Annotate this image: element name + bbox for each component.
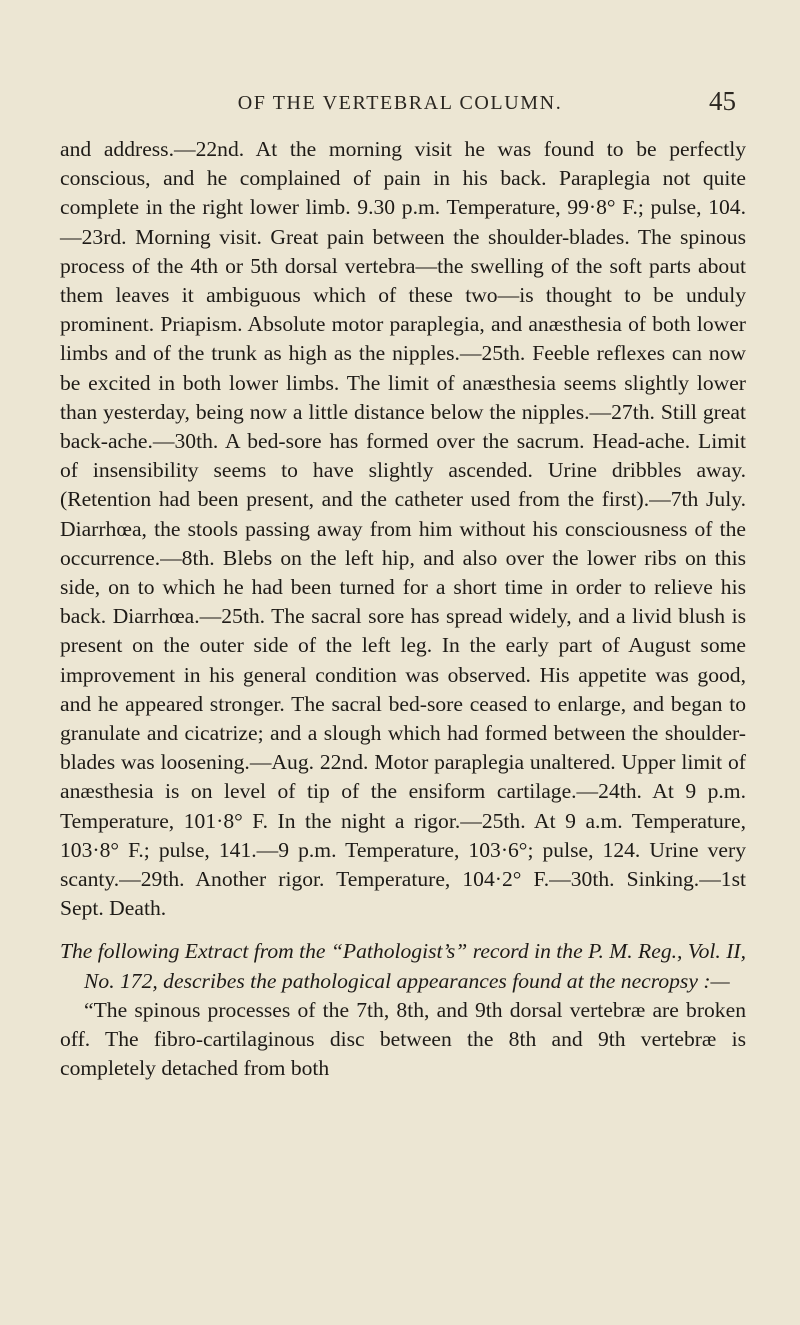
page-number: 45 <box>709 86 736 116</box>
running-title: OF THE VERTEBRAL COLUMN. <box>237 92 563 114</box>
running-head <box>0 86 800 126</box>
body-text <box>60 135 746 1084</box>
extract-introduction: The following Extract from the “Pathologist’s” record in the P. M. Reg., Vol. II, No. 172, describes the pathological appearances found at the necropsy :— <box>60 939 746 993</box>
necropsy-quote: “The spinous processes of the 7th, 8th, and 9th dorsal vertebræ are broken off. The fibro-cartilaginous disc between the 8th and 9th vertebræ is completely detached from both <box>60 997 746 1081</box>
case-notes-paragraph: and address.—22nd. At the morning visit he was found to be perfectly conscious, and he complained of pain in his back. Paraplegia not quite complete in the right lower limb. 9.30 p.m. Temperature, 99·8° F.; pulse, 104.—23rd. Morning visit. Great pain between the shoulder-blades. The spinous process of the 4th or 5th dorsal vertebra—the swelling of the soft parts about them leaves it ambiguous which of these two—is thought to be unduly prominent. Priapism. Absolute motor paraplegia, and anæsthesia of both lower limbs and of the trunk as high as the nipples.—25th. Feeble reflexes can now be excited in both lower limbs. The limit of anæsthesia seems slightly lower than yesterday, being now a little distance below the nipples.—27th. Still great back-ache.—30th. A bed-sore has formed over the sacrum. Head-ache. Limit of insensibility seems to have slightly ascended. Urine dribbles away. (Retention had been present, and the catheter used from the first).—7th July. Diarrhœa, the stools passing away from him without his consciousness of the occurrence.—8th. Blebs on the left hip, and also over the lower ribs on this side, on to which he had been turned for a short time in order to relieve his back. Diarrhœa.—25th. The sacral sore has spread widely, and a livid blush is present on the outer side of the left leg. In the early part of August some improvement in his general condition was observed. His appetite was good, and he appeared stronger. The sacral bed-sore ceased to enlarge, and began to granulate and cicatrize; and a slough which had formed between the shoulder-blades was loosening.—Aug. 22nd. Motor paraplegia unaltered. Upper limit of anæsthesia is on level of tip of the ensiform cartilage.—24th. At 9 p.m. Temperature, 101·8° F. In the night a rigor.—25th. At 9 a.m. Temperature, 103·8° F.; pulse, 141.—9 p.m. Temperature, 103·6°; pulse, 124. Urine very scanty.—29th. Another rigor. Temperature, 104·2° F.—30th. Sinking.—1st Sept. Death. <box>60 137 746 921</box>
